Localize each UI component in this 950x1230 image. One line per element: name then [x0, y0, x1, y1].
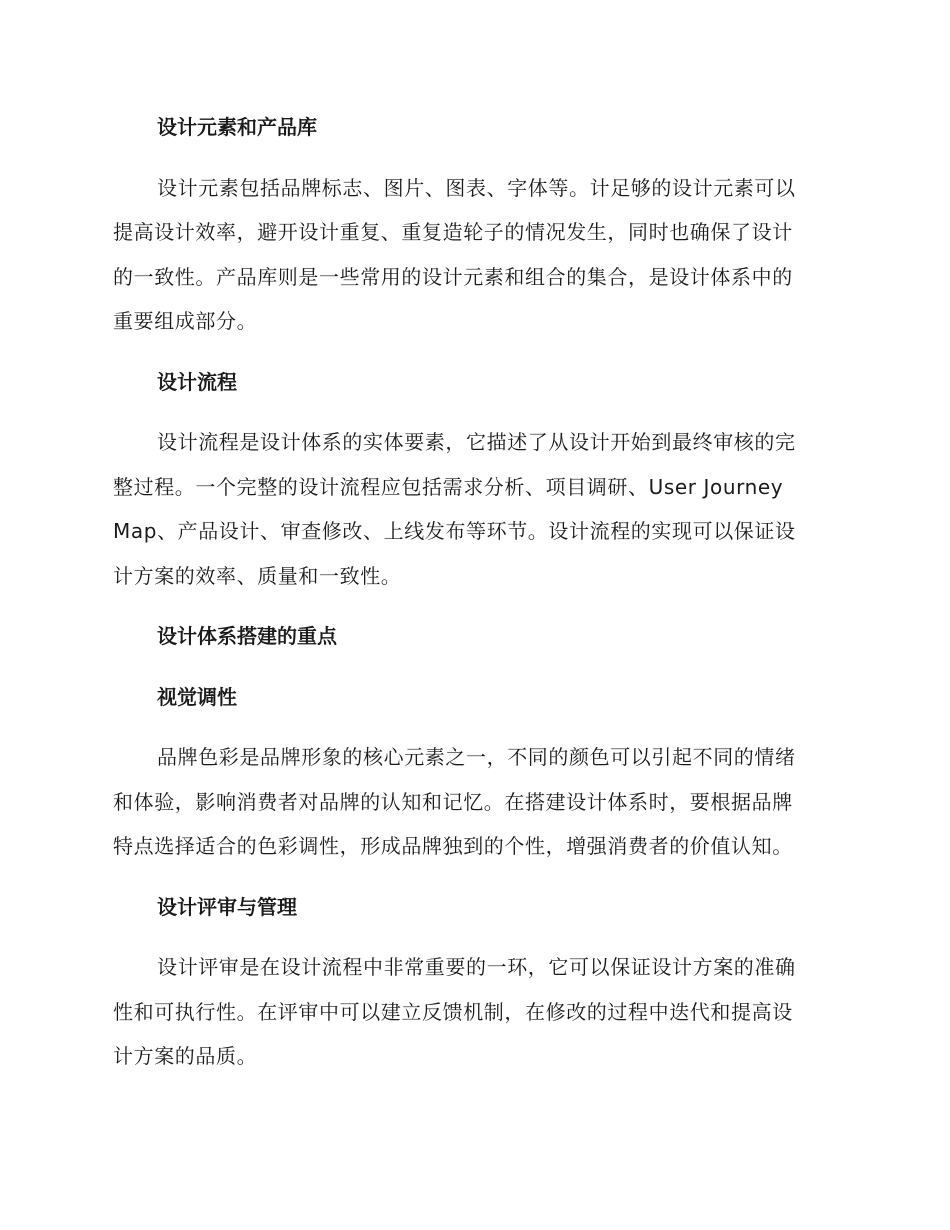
paragraph-line: 性和可执行性。在评审中可以建立反馈机制，在修改的过程中迭代和提高设	[113, 999, 793, 1024]
section-heading-visual-tone: 视觉调性	[157, 684, 237, 709]
section-heading-key-points: 设计体系搭建的重点	[157, 624, 337, 648]
paragraph-line: 提高设计效率，避开设计重复、重复造轮子的情况发生，同时也确保了设计	[113, 220, 793, 244]
paragraph-line: 品牌色彩是品牌形象的核心元素之一，不同的颜色可以引起不同的情绪	[157, 745, 796, 769]
section-heading-design-review: 设计评审与管理	[157, 894, 297, 919]
paragraph-line: Map、产品设计、审查修改、上线发布等环节。设计流程的实现可以保证设	[113, 519, 796, 543]
paragraph-design-review	[113, 945, 843, 1079]
paragraph-design-process	[113, 420, 843, 598]
paragraph-line: 重要组成部分。	[113, 309, 258, 333]
paragraph-line: 设计流程是设计体系的实体要素，它描述了从设计开始到最终审核的完	[157, 430, 796, 454]
paragraph-design-elements	[113, 166, 843, 344]
paragraph-line: 和体验，影响消费者对品牌的认知和记忆。在搭建设计体系时，要根据品牌	[113, 789, 793, 814]
section-heading-design-process: 设计流程	[157, 369, 237, 394]
paragraph-line: 的一致性。产品库则是一些常用的设计元素和组合的集合，是设计体系中的	[113, 264, 793, 289]
paragraph-line: 设计评审是在设计流程中非常重要的一环，它可以保证设计方案的准确	[157, 955, 796, 979]
paragraph-line: 设计元素包括品牌标志、图片、图表、字体等。计足够的设计元素可以	[157, 175, 796, 200]
section-heading-design-elements: 设计元素和产品库	[157, 115, 317, 139]
paragraph-line: 整过程。一个完整的设计流程应包括需求分析、项目调研、User Journey	[113, 474, 784, 499]
paragraph-visual-tone	[113, 735, 843, 869]
paragraph-line: 计方案的效率、质量和一致性。	[113, 563, 402, 588]
paragraph-line: 特点选择适合的色彩调性，形成品牌独到的个性，增强消费者的价值认知。	[113, 834, 793, 858]
paragraph-line: 计方案的品质。	[113, 1044, 258, 1068]
document-page	[113, 105, 843, 1095]
